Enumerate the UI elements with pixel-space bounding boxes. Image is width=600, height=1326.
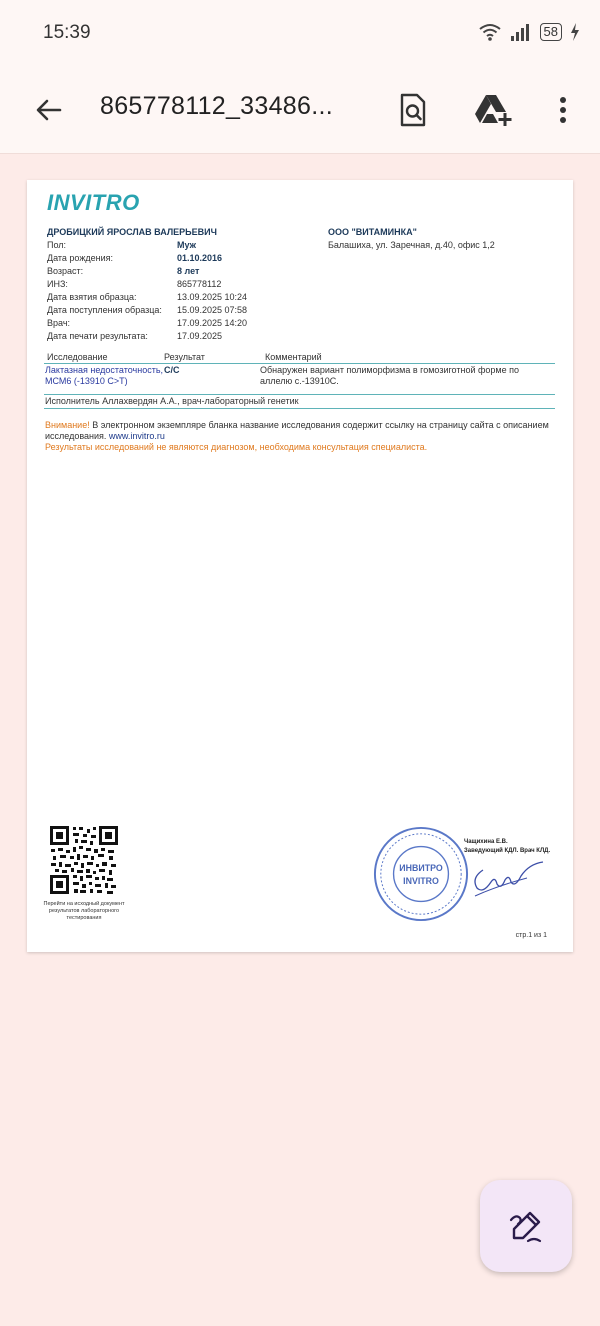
file-search-icon (398, 93, 428, 127)
add-to-drive-button[interactable] (471, 88, 515, 132)
org-address: Балашиха, ул. Заречная, д.40, офис 1,2 (328, 240, 495, 250)
test-result: С/С (164, 365, 180, 375)
sample-received-label: Дата поступления образца: (47, 305, 162, 315)
arrow-back-icon (33, 95, 63, 125)
document-page (27, 180, 573, 952)
doctor-value: 17.09.2025 14:20 (177, 318, 248, 328)
sample-taken-label: Дата взятия образца: (47, 292, 137, 302)
qr-code[interactable] (49, 825, 119, 895)
header-result: Результат (164, 352, 205, 362)
sample-received-value: 15.09.2025 07:58 (177, 305, 248, 315)
website-link[interactable]: www.invitro.ru (108, 431, 165, 441)
warning-body: В электронном экземпляре бланка название исследования содержит ссылку на страницу сайта с описанием исследования. (45, 420, 549, 441)
signal-icon (510, 22, 532, 42)
lab-stamp (372, 825, 470, 923)
test-name-link[interactable]: Лактазная недостаточность, МСМ6 (-13910 С>Т) (45, 365, 164, 386)
status-icons (478, 22, 580, 42)
document-title: 865778112_33486... (100, 92, 333, 120)
age-label: Возраст: (47, 266, 84, 276)
warning-label: Внимание! (45, 420, 90, 430)
battery-indicator: 58 (540, 23, 562, 41)
status-bar (0, 0, 600, 68)
page-number: стр.1 из 1 (515, 932, 547, 939)
invitro-logo: INVITRO (47, 190, 140, 215)
inz-label: ИНЗ: (47, 279, 68, 289)
stamp-line-2: INVITRO (403, 875, 439, 886)
annotate-fab[interactable] (480, 1180, 572, 1272)
table-bottom-line (44, 394, 555, 395)
signer-role: Заведующий КДЛ. Врач КЛД. (464, 848, 551, 854)
sample-taken-value: 13.09.2025 10:24 (177, 292, 248, 302)
stamp-line-1: ИНВИТРО (399, 863, 443, 874)
print-date-label: Дата печати результата: (47, 331, 148, 341)
print-date-value: 17.09.2025 (177, 331, 223, 341)
performer-line (44, 408, 555, 409)
test-comment: Обнаружен вариант полиморфизма в гомозиготной форме по аллелю с.-13910С. (260, 365, 519, 386)
search-in-document-button[interactable] (391, 88, 435, 132)
back-button[interactable] (28, 90, 68, 130)
wifi-icon (478, 22, 502, 42)
charging-icon (570, 23, 580, 41)
header-test: Исследование (47, 352, 108, 362)
more-options-button[interactable] (541, 88, 585, 132)
inz-value: 865778112 (177, 279, 222, 289)
more-vert-icon (558, 95, 568, 125)
org-name: ООО "ВИТАМИНКА" (328, 227, 417, 237)
sex-value: Муж (177, 240, 196, 250)
pen-draw-icon (508, 1208, 544, 1244)
qr-caption: Перейти на исходный документ результатов лабораторного тестирования (43, 901, 125, 921)
performer: Исполнитель Аллахвердян А.А., врач-лабораторный генетик (45, 396, 299, 406)
age-value: 8 лет (177, 266, 200, 276)
signer-name: Чащихина Е.В. (464, 839, 508, 845)
signature (467, 856, 557, 906)
birthdate-value: 01.10.2016 (177, 253, 223, 263)
doctor-label: Врач: (47, 318, 71, 328)
sex-label: Пол: (47, 240, 67, 250)
disclaimer: Результаты исследований не являются диагнозом, необходима консультация специалиста. (45, 442, 428, 452)
header-comment: Комментарий (265, 352, 322, 362)
drive-add-icon (473, 93, 513, 127)
warning-text (45, 420, 561, 442)
patient-name: ДРОБИЦКИЙ ЯРОСЛАВ ВАЛЕРЬЕВИЧ (47, 227, 217, 237)
birthdate-label: Дата рождения: (47, 253, 113, 263)
table-divider (44, 363, 555, 364)
status-time: 15:39 (43, 22, 91, 43)
app-bar (0, 68, 600, 154)
